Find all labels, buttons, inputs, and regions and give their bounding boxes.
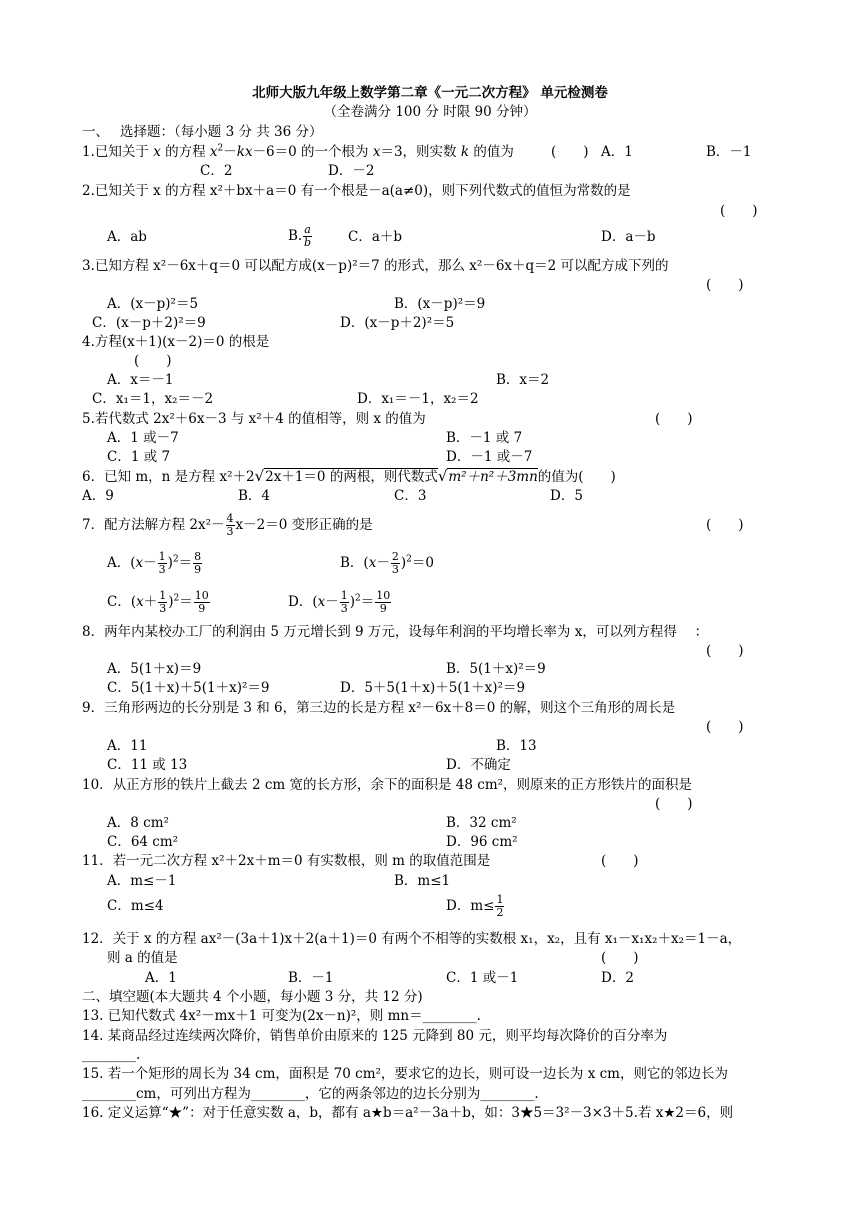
option-c: C．(x＋ $\frac{1}{3}$ )$^2$＝ $\frac{10}{9}$ — [107, 589, 209, 615]
option-d: D．5 — [550, 488, 583, 504]
option-d: D．(x－ $\frac{1}{3}$ )$^2$＝ $\frac{10}{9}$ — [288, 589, 391, 615]
answer-blank[interactable]: ( ) — [655, 411, 693, 427]
answer-blank[interactable]: ( ) — [601, 950, 639, 966]
question-13: 13. 已知代数式 4x²－mx＋1 可变为(2x－n)²，则 mn＝________. — [82, 1008, 481, 1024]
option-a: A．8 cm² — [107, 815, 169, 831]
answer-blank[interactable]: ( ) — [706, 719, 744, 735]
question-11: 11．若一元二次方程 x²＋2x＋m＝0 有实数根，则 m 的取值范围是 — [82, 853, 491, 869]
question-14: 14. 某商品经过连续两次降价，销售单价由原来的 125 元降到 80 元，则平均每次降价的百分率为 — [82, 1028, 668, 1044]
option-c: C．2 — [200, 163, 233, 179]
section-heading-fill: 二、填空题(本大题共 4 个小题，每小题 3 分，共 12 分) — [82, 989, 423, 1005]
option-b: B．x＝2 — [496, 372, 550, 388]
question-4: 4.方程(x＋1)(x－2)＝0 的根是 — [82, 334, 270, 350]
option-a: A．5(1＋x)＝9 — [107, 661, 202, 677]
option-b: B．－1 — [706, 144, 752, 160]
option-d: D．a－b — [601, 229, 656, 245]
question-3: 3.已知方程 x²－6x＋q＝0 可以配方成(x－p)²＝7 的形式，那么 x²－6x＋q＝2 可以配方成下列的 — [82, 258, 669, 274]
option-d: D．(x－p＋2)²＝5 — [340, 315, 455, 331]
option-d: D．－1 或－7 — [446, 449, 533, 465]
option-c: C．m≤4 — [107, 898, 164, 914]
option-b: B．5(1＋x)²＝9 — [446, 661, 546, 677]
option-b: B．－1 或 7 — [446, 430, 523, 446]
option-b: B．(x－p)²＝9 — [394, 296, 486, 312]
option-a: A．1 — [601, 144, 633, 160]
option-d: D．96 cm² — [446, 834, 518, 850]
option-d: D．x₁＝－1，x₂＝2 — [357, 391, 479, 407]
option-c: C．11 或 13 — [107, 757, 188, 773]
answer-blank[interactable]: ( ) — [706, 277, 744, 293]
question-7: 7．配方法解方程 2x²－ $\frac{4}{3}$ x－2＝0 变形正确的是 — [82, 512, 373, 538]
page-subtitle: （全卷满分 100 分 时限 90 分钟） — [323, 104, 537, 120]
answer-blank[interactable]: ( ) — [706, 643, 744, 659]
question-15: 15. 若一个矩形的周长为 34 cm，面积是 70 cm²，要求它的边长，则可设一边长为 x cm，则它的邻边长为 — [82, 1066, 728, 1082]
option-b: B．－1 — [288, 970, 334, 986]
question-14-cont: ________. — [82, 1047, 141, 1063]
answer-blank[interactable]: ( ) — [655, 796, 693, 812]
option-a: A．1 — [145, 970, 177, 986]
question-15-cont: ________cm，可列出方程为________，它的两条邻边的边长分别为________. — [82, 1086, 539, 1102]
option-c: C．3 — [394, 488, 427, 504]
option-a: A．x＝－1 — [107, 372, 174, 388]
answer-blank[interactable]: ( ) — [720, 203, 758, 219]
option-c: C．(x－p＋2)²＝9 — [92, 315, 206, 331]
question-2: 2.已知关于 x 的方程 x²＋bx＋a＝0 有一个根是－a(a≠0)，则下列代数式的值恒为常数的是 — [82, 183, 631, 199]
answer-blank[interactable]: ( ) — [706, 517, 744, 533]
option-c: C．64 cm² — [107, 834, 179, 850]
option-b: B．(x－ $\frac{2}{3}$ )$^2$＝0 — [340, 550, 434, 576]
question-10: 10．从正方形的铁片上截去 2 cm 宽的长方形，余下的面积是 48 cm²，则原来的正方形铁片的面积是 — [82, 777, 693, 793]
option-d: D．不确定 — [446, 757, 511, 773]
option-d: D．m≤ $\frac{1}{2}$ — [446, 893, 504, 919]
option-d: D．5＋5(1＋x)＋5(1＋x)²＝9 — [340, 680, 526, 696]
option-b: B．4 — [238, 488, 271, 504]
option-a: A．11 — [107, 738, 148, 754]
question-12-cont: 则 a 的值是 — [107, 950, 178, 966]
section-heading-choice: 一、 选择题：（每小题 3 分 共 36 分） — [82, 124, 323, 140]
option-d: D．－2 — [328, 163, 375, 179]
option-a: A．(x－ $\frac{1}{3}$ )$^2$＝ $\frac{8}{9}$ — [107, 550, 202, 576]
option-a: A．(x－p)²＝5 — [107, 296, 199, 312]
question-12: 12．关于 x 的方程 ax²－(3a＋1)x＋2(a＋1)＝0 有两个不相等的实数根 x₁，x₂，且有 x₁－x₁x₂＋x₂＝1－a， — [82, 931, 742, 947]
answer-blank[interactable]: ( ) — [601, 853, 639, 869]
option-d: D．2 — [601, 970, 634, 986]
answer-blank[interactable]: ( ) — [134, 353, 172, 369]
option-b: B. $\frac{a}{b}$ — [288, 223, 312, 249]
option-b: B．13 — [496, 738, 537, 754]
option-a: A．1 或－7 — [107, 430, 179, 446]
option-c: C．5(1＋x)＋5(1＋x)²＝9 — [107, 680, 270, 696]
option-a: A．ab — [107, 229, 147, 245]
question-1: 1.已知关于 x 的方程 $x^2-kx-6=0$ 的一个根为 x＝3，则实数 k 的值为 — [82, 143, 514, 160]
option-c: C．a＋b — [348, 229, 403, 245]
question-5: 5.若代数式 2x²＋6x－3 与 x²＋4 的值相等，则 x 的值为 — [82, 411, 426, 427]
option-c: C．1 或－1 — [446, 970, 519, 986]
question-16: 16. 定义运算“★”：对于任意实数 a，b，都有 a★b＝a²－3a＋b，如：3★5＝3²－3×3＋5.若 x★2＝6，则 — [82, 1105, 734, 1121]
option-c: C．x₁＝1，x₂＝－2 — [92, 391, 214, 407]
question-9: 9．三角形两边的长分别是 3 和 6，第三边的长是方程 x²－6x＋8＝0 的解，则这个三角形的周长是 — [82, 700, 676, 716]
option-a: A．9 — [82, 488, 114, 504]
option-b: B．m≤1 — [394, 873, 451, 889]
question-6: 6．已知 m，n 是方程 x²＋2√2x＋1＝0 的两根，则代数式√m²＋n²＋3mn的值为( ) — [82, 467, 616, 485]
option-b: B．32 cm² — [446, 815, 517, 831]
question-8: 8．两年内某校办工厂的利润由 5 万元增长到 9 万元，设每年利润的平均增长率为 x，可以列方程得 ： — [82, 624, 709, 640]
answer-blank[interactable]: ( ) — [551, 144, 589, 160]
option-c: C．1 或 7 — [107, 449, 171, 465]
option-a: A．m≤－1 — [107, 873, 177, 889]
page-title: 北师大版九年级上数学第二章《一元二次方程》 单元检测卷 — [252, 85, 608, 101]
